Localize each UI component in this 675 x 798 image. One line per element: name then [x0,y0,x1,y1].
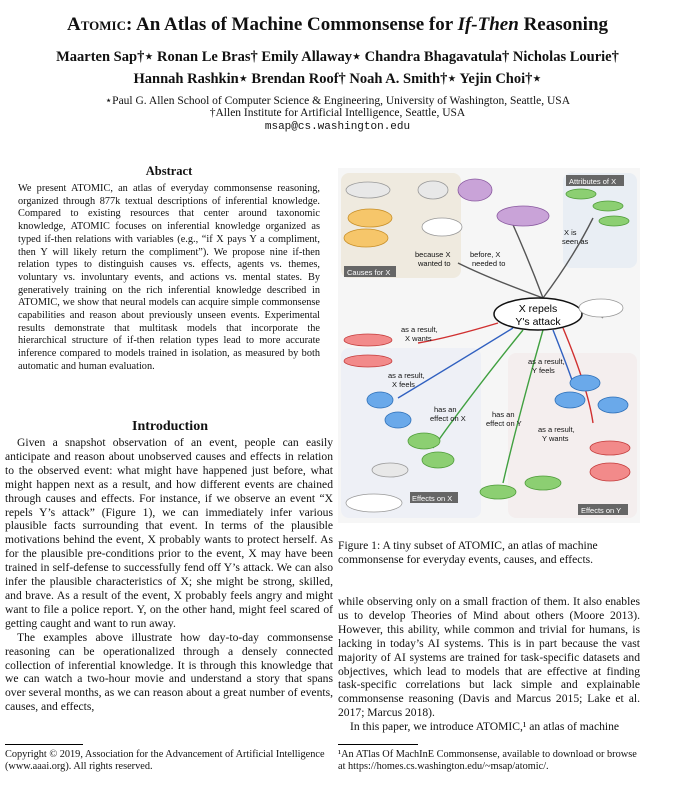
edge-label-4: as a result, [388,371,425,380]
title-italic: If-Then [457,14,519,35]
node-yfeels-2 [555,392,585,408]
edge-label-6b: effect on Y [486,419,522,428]
node-cause-5 [348,209,392,227]
panel-attributes-label: Attributes of X [569,177,617,186]
center-event-line2: Y's attack [515,316,561,328]
figure-1 [338,168,640,523]
node-effx-3 [372,463,408,477]
node-cause-7 [422,218,462,236]
affiliation-2: †Allen Institute for Artificial Intelligence, Seattle, USA [209,107,466,119]
figure-caption: Figure 1: A tiny subset of ATOMIC, an atlas of machine commonsense for everyday events, causes, and effects. [338,539,598,566]
node-cause-4 [497,206,549,226]
node-cause-2 [418,181,448,199]
node-cause-3 [458,179,492,201]
edge-label-8b: Y wants [542,434,569,443]
title-end: Reasoning [518,14,609,35]
abstract-heading: Abstract [145,164,193,178]
node-yfeels-3 [598,397,628,413]
node-xfeels-1 [367,392,393,408]
node-effy-2 [525,476,561,490]
edge-label-2b: seen as [562,237,589,246]
col2-paragraph-1: while observing only on a small fraction of them. It also enables us to develop Theories of Mind about others (Moore 2013). However, this ability, while common and trivial for humans, is lacking in today’s AI systems. This is in part because the vast majority of AI systems are trained for task-specific datasets and objectives, which lead to models that are effective at finding task-specific correlations but lack simple and explainable commonsense reasoning (Davis and Marcus 2015; Lake et al. 2017; Marcus 2018). [338,595,640,720]
intro-heading: Introduction [132,419,208,434]
title-prefix: Atomic [66,14,126,35]
intro-paragraph-2: The examples above illustrate how day-to-day commonsense reasoning can be operationalized through a densely connected collection of inferential knowledge. It is through this knowledge that we can watch a two-hour movie and understand a story that spans over several months, as we can reason about a great number of events, causes, and effects, [5,630,333,714]
edge-label-6: has an [492,410,515,419]
node-attr-2 [593,201,623,211]
col2-paragraph-2: In this paper, we introduce ATOMIC,¹ an atlas of machine [350,720,620,734]
edge-label-5b: effect on X [430,414,466,423]
node-ywants-2 [590,463,630,481]
email: msap@cs.washington.edu [264,121,411,133]
edge-label-1: before, X [470,250,501,259]
node-grey-right [579,299,623,317]
node-effx-1 [408,433,440,449]
panel-effects-y-label: Effects on Y [581,506,622,515]
panel-effects-x-label: Effects on X [412,494,453,503]
node-attr-3 [599,216,629,226]
edge-label-8: as a result, [538,425,575,434]
footnote-rule [5,744,83,745]
node-ywants-1 [590,441,630,455]
panel-causes-label: Causes for X [347,268,391,277]
node-cause-1 [346,182,390,198]
node-yfeels-1 [570,375,600,391]
affiliation-1: ⋆Paul G. Allen School of Computer Science & Engineering, University of Washington, Seattle, USA [104,95,571,107]
authors-line-2: Hannah Rashkin⋆ Brendan Roof† Noah A. Smith†⋆ Yejin Choi†⋆ [133,71,542,87]
node-xwants-1 [344,334,392,346]
node-xfeels-2 [385,412,411,428]
node-attr-1 [566,189,596,199]
copyright-notice: Copyright © 2019, Association for the Advancement of Artificial Intelligence (www.aaai.org). All rights reserved. [5,749,325,772]
footnote-rule-2 [338,744,418,745]
panel-effects-y-bg [508,353,637,518]
authors-line-1: Maarten Sap†⋆ Ronan Le Bras† Emily Allaway⋆ Chandra Bhagavatula† Nicholas Lourie† [56,49,619,65]
edge-label-1b: needed to [472,259,506,268]
node-cause-6 [344,229,388,247]
edge-label-7: as a result, [528,357,565,366]
center-event-line1: X repels [518,303,558,315]
edge-label-2: X is [564,228,577,237]
edge-label-7b: Y feels [532,366,555,375]
edge-label-4b: X feels [392,380,415,389]
node-effx-4 [346,494,402,512]
footnote-1: ¹An ATlas Of MachInE Commonsense, available to download or browse at https://homes.cs.washington.edu/~msap/atomic/. [338,749,637,772]
edge-label-0b: wanted to [418,259,451,268]
edge-label-3: as a result, [401,325,438,334]
edge-label-3b: X wants [405,334,432,343]
node-effy-1 [480,485,516,499]
node-xwants-2 [344,355,392,367]
edge-label-5: has an [434,405,457,414]
edge-label-0: because X [415,250,451,259]
abstract-text: We present ATOMIC, an atlas of everyday commonsense reasoning, organized through 877k textual descriptions of inferential knowledge. Compared to existing resources that center around taxonomic knowledge, ATOMIC focuses on inferential knowledge organized as typed if-then relations with variables (e.g., “if X pays Y a compliment, then Y will likely return the compliment”). We propose nine if-then relation types to distinguish causes vs. effects, agents vs. themes, voluntary vs. involuntary events, and actions vs. mental states. By generatively training on the rich inferential knowledge described in ATOMIC, we show that neural models can acquire simple commonsense capabilities and reason about previously unseen events. Experimental results demonstrate that multitask models that incorporate the hierarchical structure of if-then relation types lead to more accurate inference compared to models trained in isolation, as measured by both automatic and human evaluation. [18,183,320,372]
node-effx-2 [422,452,454,468]
intro-paragraph-1: Given a snapshot observation of an event, people can easily anticipate and reason about unobserved causes and effects in relation to the observed event: what might have happened just before, what might happen next as a result, and how different events are chained through causes and effects. For instance, if we observe an event “X repels Y’s attack” (Figure 1), we can immediately infer various plausible facts surrounding that event. In terms of the plausible motivations behind the event, X probably wants to protect herself. As for the plausible pre-conditions prior to the event, X may have been trained in self-defense to successfully fend off Y’s attack. We can also infer the plausible characteristics of X; she might be strong, skilled, and brave. As a result of the event, X probably feels angry and might want to file a police report. Y, on the other hand, might feel scared of getting caught and want to run away. [5,436,333,630]
paper-title [0,14,675,36]
title-rest: : An Atlas of Machine Commonsense for [125,14,458,35]
